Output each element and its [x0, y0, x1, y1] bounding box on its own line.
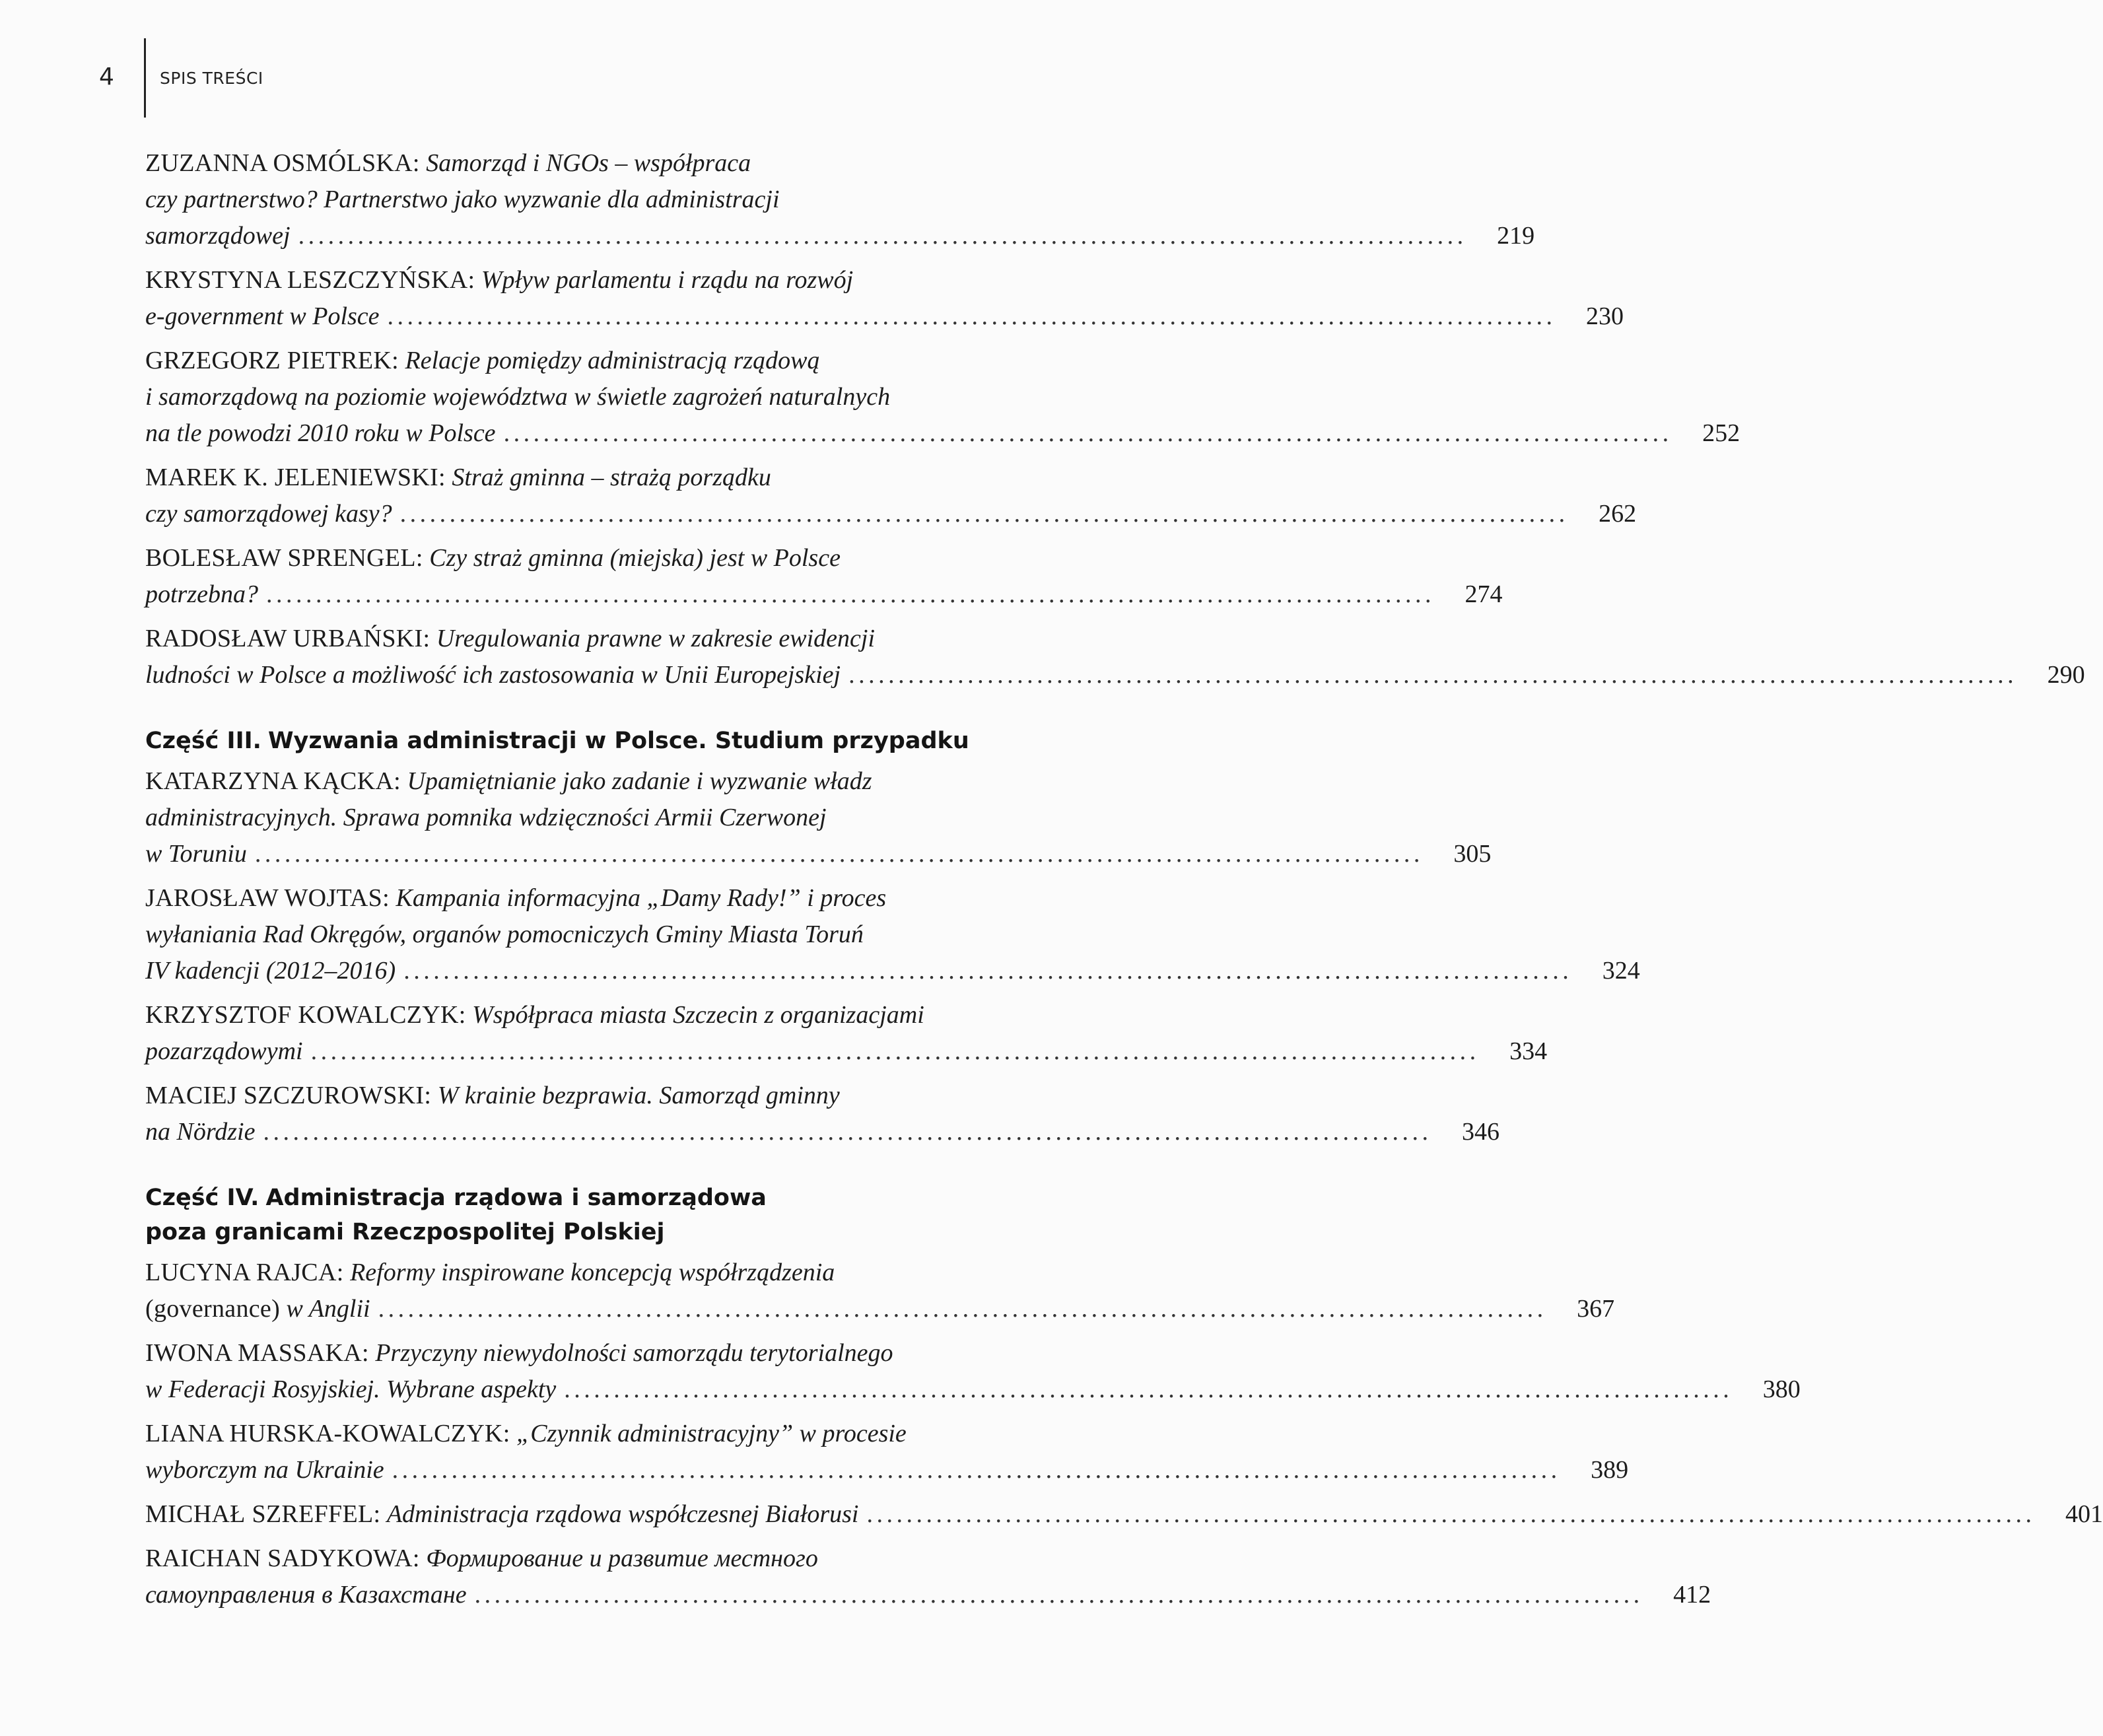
entry-title: Reformy inspirowane koncepcją współrządzenia	[350, 1259, 835, 1286]
toc-entry-line	[145, 1255, 1056, 1291]
toc-section-part4	[145, 1255, 2103, 1613]
entry-title: w Anglii	[286, 1295, 370, 1323]
toc-entry-text	[145, 1078, 840, 1114]
entry-author: JAROSŁAW WOJTAS:	[145, 884, 390, 912]
entry-author: BOLESŁAW SPRENGEL:	[145, 544, 423, 572]
dot-leader	[388, 298, 1552, 335]
part-title: Wyzwania administracji w Polsce. Studium przypadku	[267, 728, 969, 754]
toc-entry-text	[145, 1541, 818, 1577]
toc-entry-text	[145, 460, 771, 496]
entry-title: Relacje pomiędzy administracją rządową	[405, 347, 820, 374]
page-reference: 252	[1702, 419, 1741, 447]
page-reference: 346	[1461, 1118, 1500, 1146]
entry-title: na tle powodzi 2010 roku w Polsce	[145, 419, 496, 447]
entry-title: Przyczyny niewydolności samorządu terytorialnego	[375, 1339, 893, 1367]
entry-title: w Federacji Rosyjskiej. Wybrane aspekty	[145, 1375, 557, 1403]
part-title-line1: Administracja rządowa i samorządowa	[265, 1185, 767, 1211]
dot-leader	[392, 1452, 1556, 1488]
dot-leader	[266, 576, 1430, 613]
toc-entry[interactable]	[145, 1335, 1801, 1408]
toc-entry-text	[145, 576, 258, 613]
toc-entry-line	[145, 145, 1056, 182]
part-title-line2: poza granicami Rzeczpospolitej Polskiej	[145, 1219, 665, 1245]
entry-title: W krainie bezprawia. Samorząd gminny	[437, 1082, 840, 1109]
toc-entry-text	[145, 182, 780, 218]
entry-author: KRYSTYNA LESZCZYŃSKA:	[145, 266, 475, 294]
dot-leader	[866, 1496, 2030, 1533]
entry-author: RADOSŁAW URBAŃSKI:	[145, 625, 431, 652]
running-title: SPIS TREŚCI	[160, 69, 263, 88]
toc-entry[interactable]	[145, 540, 1503, 613]
entry-title: Czy straż gminna (miejska) jest w Polsce	[429, 544, 841, 572]
dot-leader	[400, 496, 1564, 532]
toc-entry-text	[145, 1496, 858, 1533]
toc-entry-line	[145, 1371, 1801, 1408]
dot-leader	[298, 218, 1463, 254]
part-label: Część III.	[145, 728, 261, 754]
section-heading-part4	[145, 1181, 1056, 1249]
toc-entry-text	[145, 1335, 893, 1371]
page-reference: 305	[1453, 840, 1492, 868]
toc-entry-line	[145, 1291, 1615, 1327]
toc-entry-line	[145, 836, 1492, 872]
toc-entry[interactable]	[145, 763, 1492, 872]
dot-leader	[564, 1371, 1728, 1408]
page-header	[0, 0, 1140, 132]
toc-entry-text	[145, 1255, 835, 1291]
toc-entry-text	[145, 540, 841, 576]
table-of-contents	[145, 145, 2103, 1621]
toc-entry-line	[145, 953, 1640, 989]
entry-title: Administracja rządowa współczesnej Białorusi	[386, 1500, 859, 1528]
dot-leader	[255, 836, 1419, 872]
toc-entry-line	[145, 1452, 1629, 1488]
toc-entry-text	[145, 496, 392, 532]
toc-entry-text	[145, 880, 886, 917]
page-reference: 290	[2047, 661, 2085, 689]
toc-entry-line	[145, 343, 1056, 379]
toc-entry-line	[145, 460, 1056, 496]
toc-entry-line	[145, 379, 1056, 415]
part-label: Część IV.	[145, 1185, 259, 1211]
toc-entry-line	[145, 415, 1741, 452]
toc-entry-line	[145, 621, 1056, 657]
toc-entry[interactable]	[145, 1496, 2103, 1533]
page-reference: 389	[1591, 1456, 1629, 1484]
toc-entry-line	[145, 1541, 1056, 1577]
toc-entry-line	[145, 657, 2085, 693]
page-number: 4	[99, 63, 114, 90]
entry-title: Straż gminna – strażą porządku	[452, 464, 771, 491]
entry-title: Kampania informacyjna „Damy Rady!” i proces	[396, 884, 887, 912]
dot-leader	[504, 415, 1668, 452]
toc-entry-line	[145, 496, 1637, 532]
entry-title: Samorząd i NGOs – współpraca	[426, 149, 751, 177]
toc-entry[interactable]	[145, 1541, 1711, 1613]
dot-leader	[848, 657, 2013, 693]
toc-entry-line	[145, 1114, 1500, 1150]
section-heading-part3	[145, 724, 1056, 758]
page-reference: 380	[1762, 1375, 1801, 1403]
page-reference: 412	[1673, 1581, 1711, 1609]
toc-entry-text	[145, 1371, 556, 1408]
entry-title: Upamiętnianie jako zadanie i wyzwanie władz	[407, 767, 872, 795]
toc-section-part3	[145, 763, 1640, 1150]
entry-author: (governance)	[145, 1295, 281, 1323]
entry-author: LIANA HURSKA-KOWALCZYK:	[145, 1420, 510, 1447]
entry-author: KRZYSZTOF KOWALCZYK:	[145, 1001, 466, 1029]
toc-entry[interactable]	[145, 145, 1535, 254]
entry-title: Wpływ parlamentu i rządu na rozwój	[481, 266, 854, 294]
toc-entry[interactable]	[145, 262, 1624, 335]
toc-entry-text	[145, 415, 496, 452]
toc-section-part2-continued	[145, 145, 2085, 693]
entry-author: KATARZYNA KĄCKA:	[145, 767, 401, 795]
toc-entry[interactable]	[145, 880, 1640, 989]
entry-title: IV kadencji (2012–2016)	[145, 957, 396, 985]
entry-author: MAREK K. JELENIEWSKI:	[145, 464, 446, 491]
entry-title: pozarządowymi	[145, 1037, 303, 1065]
toc-entry-line	[145, 576, 1503, 613]
toc-entry-text	[145, 953, 396, 989]
toc-entry-text	[145, 1033, 303, 1070]
entry-author: ZUZANNA OSMÓLSKA:	[145, 149, 420, 177]
toc-entry[interactable]	[145, 1416, 1629, 1488]
entry-title: ludności w Polsce a możliwość ich zastosowania w Unii Europejskiej	[145, 661, 841, 689]
page-reference: 334	[1509, 1037, 1548, 1065]
toc-entry[interactable]	[145, 460, 1637, 532]
entry-title: wyborczym na Ukrainie	[145, 1456, 384, 1484]
toc-entry-text	[145, 379, 890, 415]
toc-entry-text	[145, 1114, 255, 1150]
toc-entry[interactable]	[145, 1078, 1500, 1150]
page-reference: 230	[1586, 302, 1624, 330]
page-reference: 274	[1465, 580, 1503, 608]
toc-entry-text	[145, 836, 247, 872]
entry-title: potrzebna?	[145, 580, 258, 608]
toc-entry-text	[145, 657, 841, 693]
dot-leader	[378, 1291, 1542, 1327]
entry-title: czy samorządowej kasy?	[145, 500, 392, 528]
toc-entry-text	[145, 621, 875, 657]
toc-entry-line	[145, 1496, 2103, 1533]
toc-entry[interactable]	[145, 997, 1548, 1070]
toc-entry-text	[145, 298, 380, 335]
entry-title: самоуправления в Казахстане	[145, 1581, 467, 1609]
page-reference: 262	[1599, 500, 1637, 528]
toc-entry-line	[145, 182, 1056, 218]
toc-entry-text	[145, 763, 872, 800]
toc-entry-line	[145, 917, 1056, 953]
toc-entry-text	[145, 997, 924, 1033]
page-reference: 367	[1577, 1295, 1615, 1323]
toc-entry-line	[145, 880, 1056, 917]
entry-title: wyłaniania Rad Okręgów, organów pomocniczych Gminy Miasta Toruń	[145, 920, 864, 948]
entry-title: administracyjnych. Sprawa pomnika wdzięczności Armii Czerwonej	[145, 804, 827, 831]
toc-entry-line	[145, 262, 1056, 298]
toc-entry-line	[145, 997, 1056, 1033]
toc-entry-text	[145, 218, 291, 254]
toc-entry-line	[145, 218, 1535, 254]
toc-entry-text	[145, 262, 853, 298]
entry-author: MACIEJ SZCZUROWSKI:	[145, 1082, 432, 1109]
dot-leader	[311, 1033, 1475, 1070]
entry-title: Uregulowania prawne w zakresie ewidencji	[436, 625, 876, 652]
entry-author: RAICHAN SADYKOWA:	[145, 1545, 420, 1572]
entry-author: GRZEGORZ PIETREK:	[145, 347, 399, 374]
entry-author: MICHAŁ SZREFFEL:	[145, 1500, 381, 1528]
toc-entry[interactable]	[145, 621, 2085, 693]
entry-title: w Toruniu	[145, 840, 247, 868]
dot-leader	[263, 1114, 1427, 1150]
toc-entry-text	[145, 917, 864, 953]
header-divider	[144, 38, 146, 118]
toc-entry-line	[145, 1335, 1056, 1371]
toc-entry-line	[145, 1577, 1711, 1613]
toc-entry-line	[145, 298, 1624, 335]
entry-title: Формирование и развитие местного	[426, 1545, 818, 1572]
dot-leader	[475, 1577, 1639, 1613]
entry-title: i samorządową na poziomie województwa w świetle zagrożeń naturalnych	[145, 383, 891, 411]
entry-title: samorządowej	[145, 222, 291, 250]
toc-entry[interactable]	[145, 343, 1741, 452]
entry-author: LUCYNA RAJCA:	[145, 1259, 344, 1286]
toc-entry-line	[145, 1416, 1056, 1452]
toc-entry-line	[145, 800, 1056, 836]
entry-title: Współpraca miasta Szczecin z organizacjami	[472, 1001, 924, 1029]
page-reference: 324	[1602, 957, 1640, 985]
page-reference: 219	[1497, 222, 1535, 250]
toc-entry-line	[145, 540, 1056, 576]
entry-title: e-government w Polsce	[145, 302, 380, 330]
toc-entry[interactable]	[145, 1255, 1615, 1327]
toc-entry-text	[145, 145, 751, 182]
toc-entry-text	[145, 1577, 467, 1613]
toc-entry-line	[145, 1033, 1548, 1070]
page-reference: 401	[2065, 1500, 2103, 1528]
entry-title: na Nördzie	[145, 1118, 256, 1146]
toc-entry-text	[145, 800, 827, 836]
toc-entry-line	[145, 1078, 1056, 1114]
entry-title: czy partnerstwo? Partnerstwo jako wyzwanie dla administracji	[145, 186, 780, 213]
entry-author: IWONA MASSAKA:	[145, 1339, 369, 1367]
toc-entry-text	[145, 1416, 907, 1452]
dot-leader	[403, 953, 1568, 989]
entry-title: „Czynnik administracyjny” w procesie	[516, 1420, 907, 1447]
toc-entry-text	[145, 343, 820, 379]
toc-entry-text	[145, 1452, 384, 1488]
toc-entry-line	[145, 763, 1056, 800]
toc-entry-text	[145, 1291, 370, 1327]
